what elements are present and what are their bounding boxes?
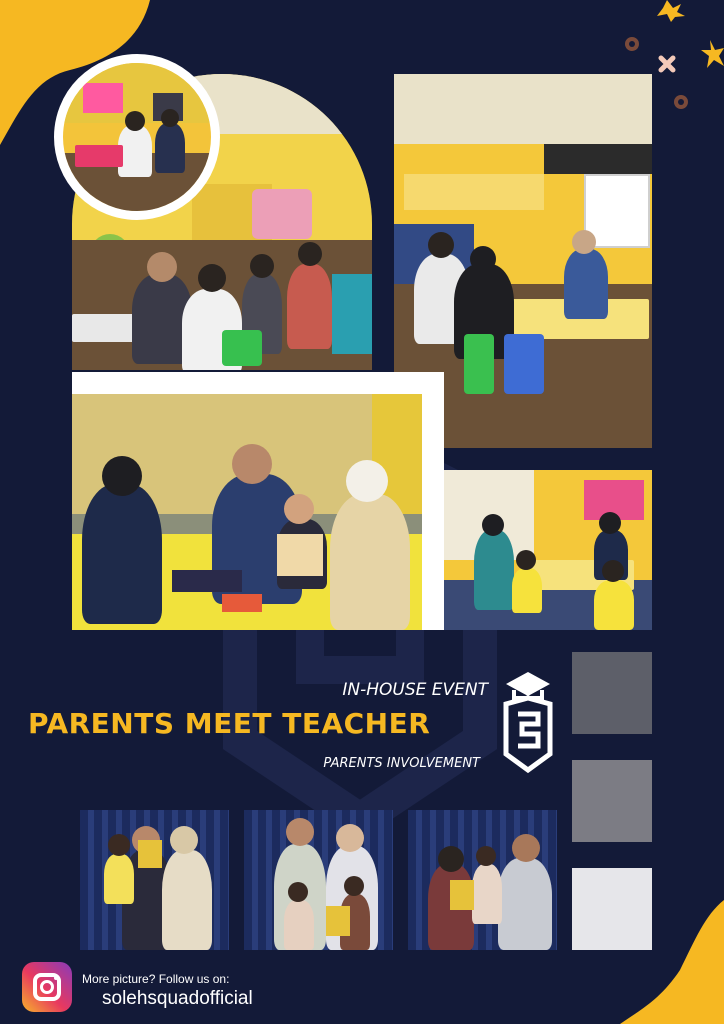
event-subtitle: PARENTS INVOLVEMENT [323,756,480,771]
swatch-mid [572,760,652,842]
footer-prompt: More picture? Follow us on: [82,972,230,986]
school-logo-icon [500,670,556,774]
swatch-dark [572,652,652,734]
photo-family-three [408,810,557,950]
photo-family-one [80,810,229,950]
photo-children-activity [444,470,652,630]
swatch-light [572,868,652,950]
social-handle-link[interactable]: solehsquadofficial [102,988,253,1009]
photo-family-report-card [72,372,444,630]
circle-photo-classroom [54,54,220,220]
page-title: PARENTS MEET TEACHER [28,707,431,740]
photo-family-two [244,810,393,950]
instagram-icon[interactable] [22,962,72,1012]
event-label: IN-HOUSE EVENT [342,680,488,700]
